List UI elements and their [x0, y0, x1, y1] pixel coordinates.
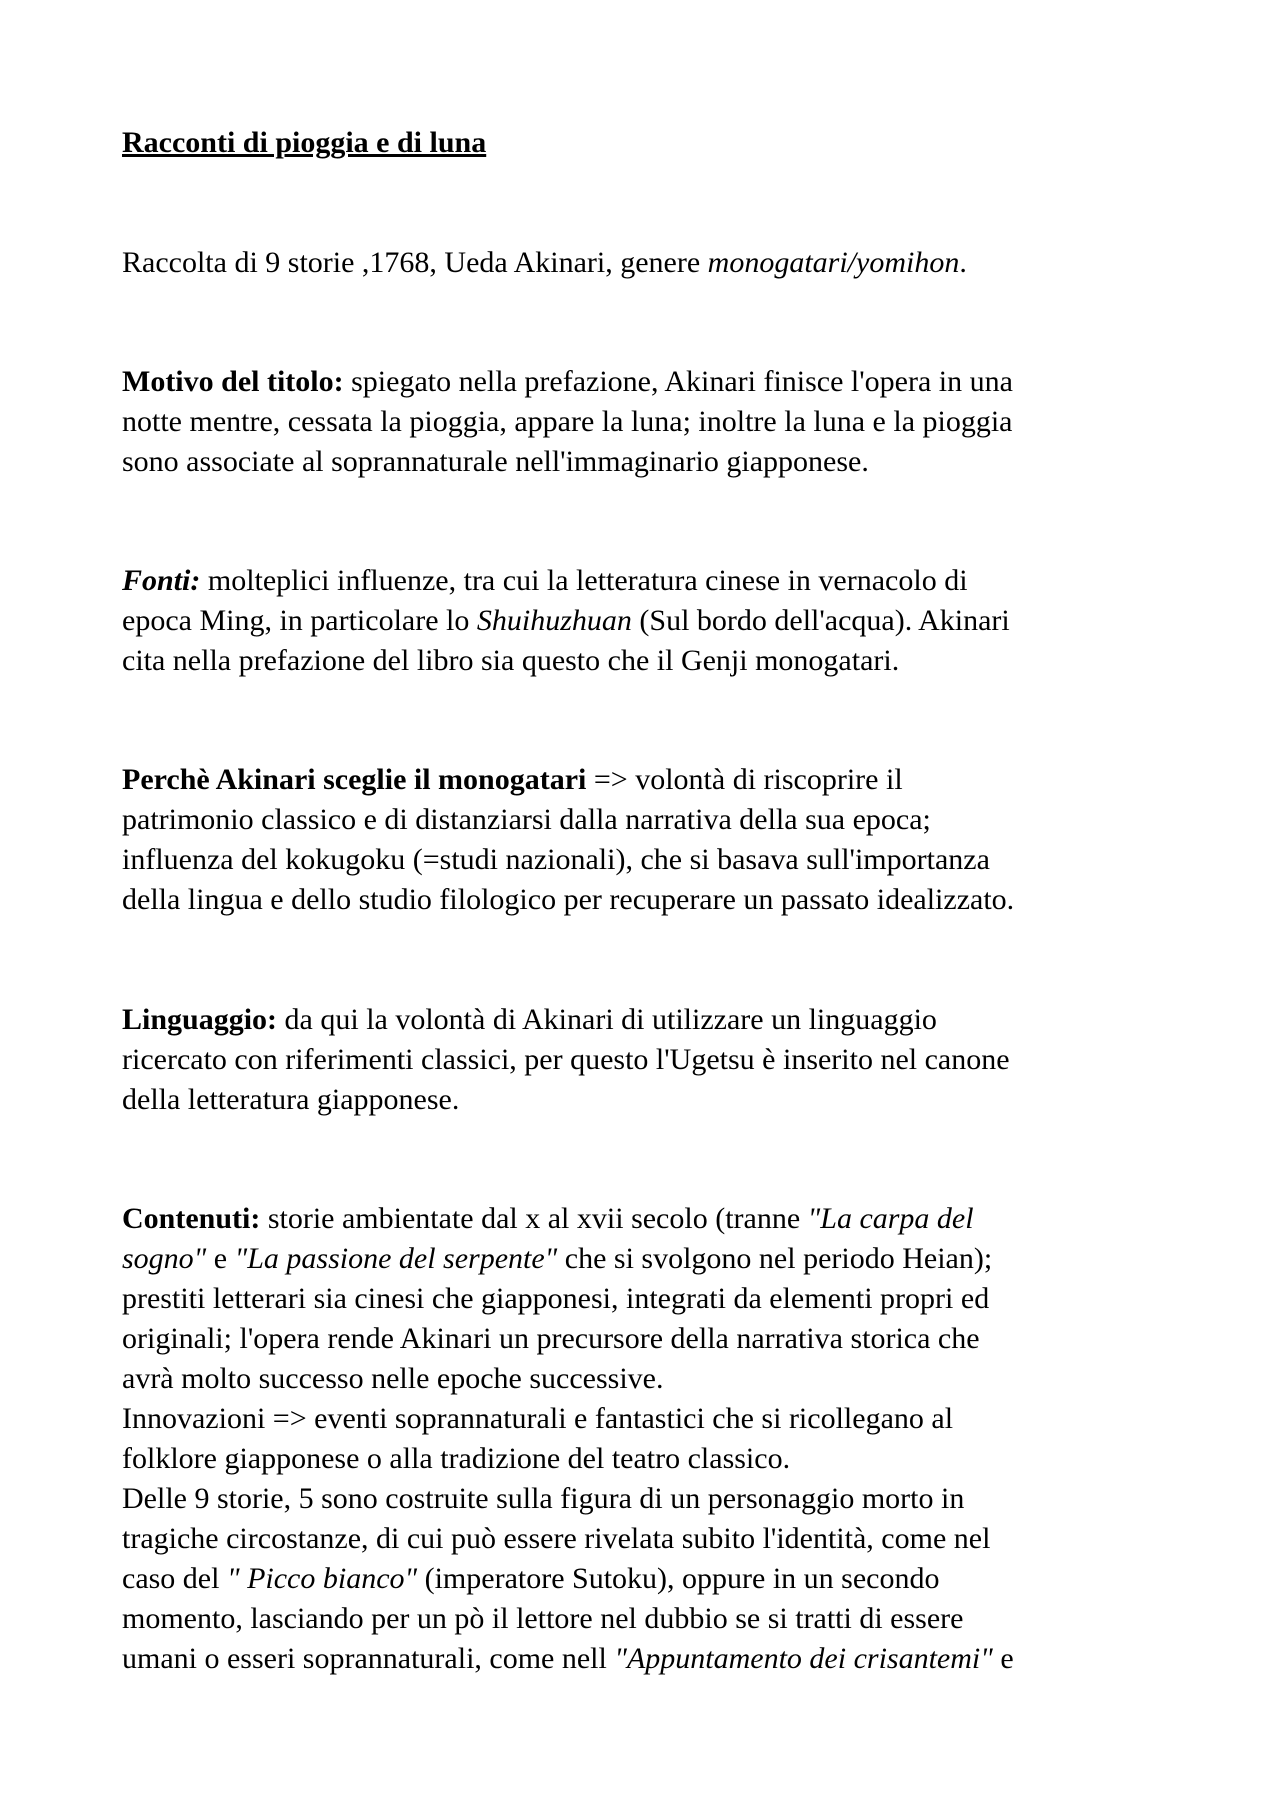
- motivo-label: Motivo del titolo:: [122, 365, 344, 398]
- motivo-line-1: [122, 362, 1182, 402]
- linguaggio-paragraph: [122, 1000, 1182, 1120]
- linguaggio-line-3: della letteratura giapponese.: [122, 1083, 460, 1116]
- linguaggio-label: Linguaggio:: [122, 1003, 278, 1036]
- intro-line: [122, 243, 1182, 283]
- contenuti-line-9: tragiche circostanze, di cui può essere rivelata subito l'identità, come nel: [122, 1522, 991, 1555]
- intro-genre: monogatari/yomihon: [707, 246, 960, 279]
- contenuti-line-5: avrà molto successo nelle epoche successive.: [122, 1362, 664, 1395]
- contenuti-line-6: Innovazioni => eventi soprannaturali e fantastici che si ricollegano al: [122, 1402, 954, 1435]
- contenuti-line-3: prestiti letterari sia cinesi che giapponesi, integrati da elementi propri ed: [122, 1282, 990, 1315]
- fonti-line-1: [122, 561, 1182, 601]
- contenuti-text-2b: che si svolgono nel periodo Heian);: [557, 1242, 993, 1275]
- motivo-text-1: spiegato nella prefazione, Akinari finisce l'opera in una: [343, 365, 1013, 398]
- contenuti-line-7: folklore giapponese o alla tradizione del teatro classico.: [122, 1442, 791, 1475]
- linguaggio-line-2: ricercato con riferimenti classici, per questo l'Ugetsu è inserito nel canone: [122, 1043, 1010, 1076]
- fonti-line-2: [122, 601, 1182, 641]
- fonti-label: Fonti:: [122, 564, 201, 597]
- fonti-text-1: molteplici influenze, tra cui la letteratura cinese in vernacolo di: [200, 564, 968, 597]
- contenuti-line-12: [122, 1639, 1182, 1679]
- document-title: Racconti di pioggia e di luna: [122, 126, 487, 159]
- perche-paragraph: [122, 760, 1182, 920]
- contenuti-line-11: momento, lasciando per un pò il lettore nel dubbio se si tratti di essere: [122, 1602, 964, 1635]
- motivo-line-3: sono associate al soprannaturale nell'immaginario giapponese.: [122, 445, 869, 478]
- contenuti-text-12a: umani o esseri soprannaturali, come nell: [122, 1642, 615, 1675]
- contenuti-text-10a: caso del: [122, 1562, 227, 1595]
- linguaggio-line-1: [122, 1000, 1182, 1040]
- perche-label: Perchè Akinari sceglie il monogatari: [122, 763, 587, 796]
- contenuti-text-2mid: e: [206, 1242, 235, 1275]
- fonti-text-2a: epoca Ming, in particolare lo: [122, 604, 477, 637]
- fonti-shuihuzhuan: Shuihuzhuan: [476, 604, 632, 637]
- perche-line-2: patrimonio classico e di distanziarsi dalla narrativa della sua epoca;: [122, 803, 931, 836]
- fonti-line-3: cita nella prefazione del libro sia questo che il Genji monogatari.: [122, 644, 900, 677]
- perche-line-3: influenza del kokugoku (=studi nazionali), che si basava sull'importanza: [122, 843, 990, 876]
- contenuti-line-10: [122, 1559, 1182, 1599]
- intro-end: .: [959, 246, 967, 279]
- fonti-paragraph: [122, 561, 1182, 681]
- intro-paragraph: [122, 243, 1182, 283]
- contenuti-title-crisantemi: "Appuntamento dei crisantemi": [614, 1642, 993, 1675]
- contenuti-paragraph: [122, 1199, 1182, 1679]
- contenuti-title-picco: " Picco bianco": [226, 1562, 418, 1595]
- intro-text: Raccolta di 9 storie ,1768, Ueda Akinari, genere: [122, 246, 708, 279]
- contenuti-line-4: originali; l'opera rende Akinari un precursore della narrativa storica che: [122, 1322, 980, 1355]
- perche-line-4: della lingua e dello studio filologico per recuperare un passato idealizzato.: [122, 883, 1015, 916]
- fonti-text-2b: (Sul bordo dell'acqua). Akinari: [631, 604, 1010, 637]
- contenuti-line-1: [122, 1199, 1182, 1239]
- contenuti-text-10b: (imperatore Sutoku), oppure in un secondo: [417, 1562, 940, 1595]
- motivo-paragraph: [122, 362, 1182, 482]
- contenuti-text-12b: e: [992, 1642, 1014, 1675]
- contenuti-label: Contenuti:: [122, 1202, 261, 1235]
- perche-line-1: [122, 760, 1182, 800]
- contenuti-line-2: [122, 1239, 1182, 1279]
- contenuti-title-carpa-a: "La carpa del: [807, 1202, 974, 1235]
- contenuti-line-8: Delle 9 storie, 5 sono costruite sulla figura di un personaggio morto in: [122, 1482, 965, 1515]
- contenuti-title-serpente: "La passione del serpente": [234, 1242, 558, 1275]
- perche-text-1: => volontà di riscoprire il: [586, 763, 903, 796]
- contenuti-title-carpa-b: sogno": [122, 1242, 207, 1275]
- linguaggio-text-1: da qui la volontà di Akinari di utilizzare un linguaggio: [277, 1003, 937, 1036]
- motivo-line-2: notte mentre, cessata la pioggia, appare la luna; inoltre la luna e la pioggia: [122, 405, 1013, 438]
- contenuti-text-1a: storie ambientate dal x al xvii secolo (tranne: [260, 1202, 808, 1235]
